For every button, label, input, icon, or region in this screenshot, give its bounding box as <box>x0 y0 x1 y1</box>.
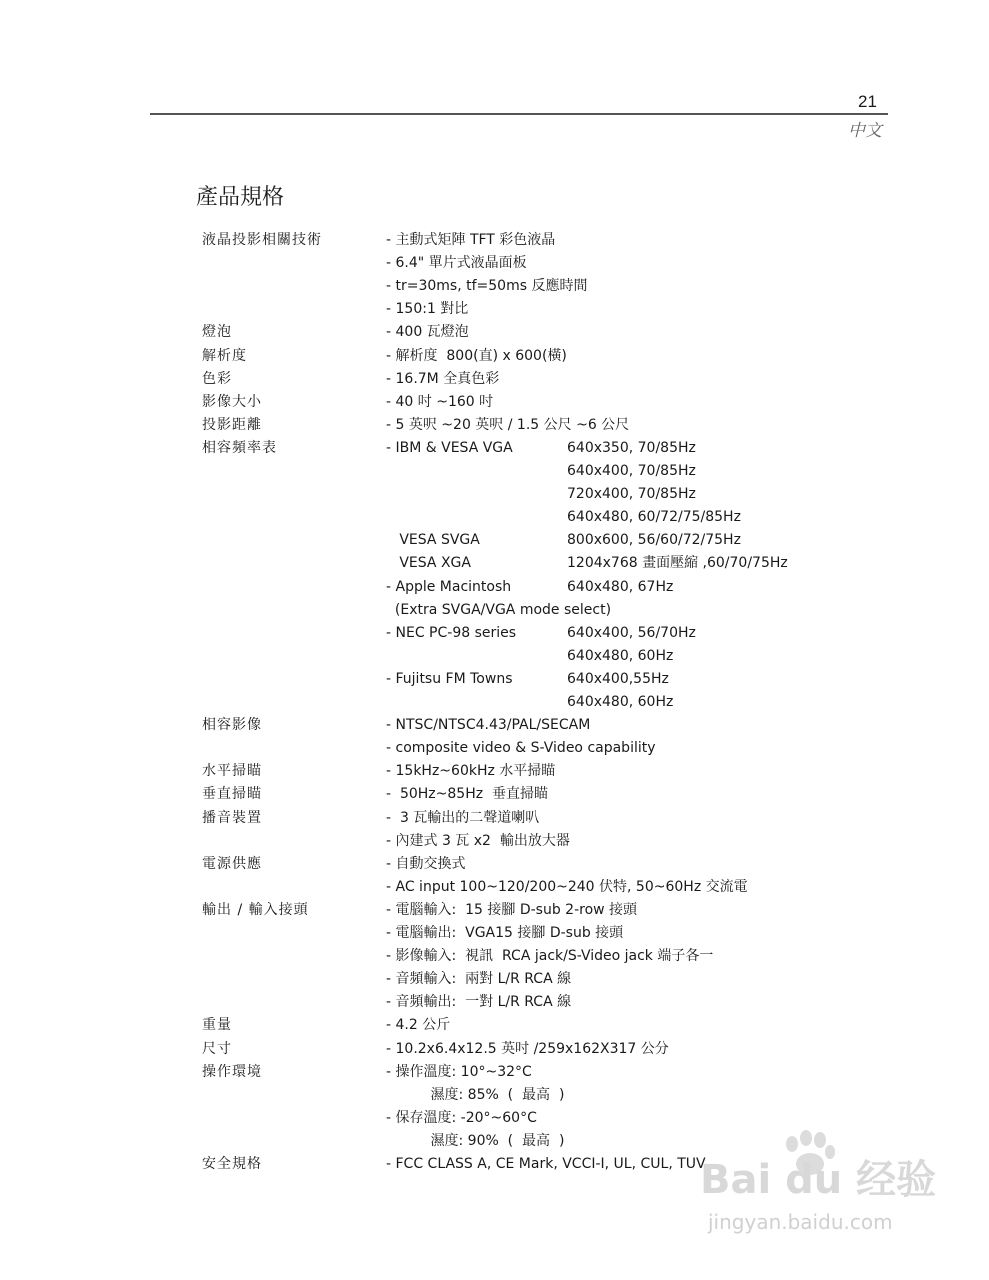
spec-label: 操作環境 <box>202 1063 262 1080</box>
spec-label: 垂直掃瞄 <box>202 786 262 803</box>
spec-mode: 640x350, 70/85Hz <box>567 439 696 456</box>
spec-row <box>0 1061 989 1083</box>
spec-row <box>0 622 989 644</box>
spec-mode: 640x480, 67Hz <box>567 578 674 595</box>
spec-row <box>0 275 989 297</box>
spec-value: - AC input 100~120/200~240 伏特, 50~60Hz 交流電 <box>386 878 748 895</box>
spec-row <box>0 552 989 574</box>
spec-value: - 6.4" 單片式液晶面板 <box>386 255 527 272</box>
spec-row <box>0 899 989 921</box>
spec-value: - FCC CLASS A, CE Mark, VCCI-I, UL, CUL, TUV <box>386 1156 706 1172</box>
spec-row <box>0 414 989 436</box>
spec-value: - NEC PC-98 series <box>386 624 517 641</box>
spec-row <box>0 945 989 967</box>
spec-mode: 800x600, 56/60/72/75Hz <box>567 532 741 549</box>
spec-row <box>0 853 989 875</box>
spec-row <box>0 483 989 505</box>
spec-value: - 音頻輸入: 兩對 L/R RCA 線 <box>386 971 572 988</box>
spec-value: - 電腦輸出: VGA15 接腳 D-sub 接頭 <box>386 925 624 941</box>
spec-value: VESA XGA <box>386 555 471 572</box>
spec-value: - NTSC/NTSC4.43/PAL/SECAM <box>386 717 591 734</box>
spec-value: - 4.2 公斤 <box>386 1017 451 1034</box>
watermark <box>700 1130 970 1240</box>
spec-value: - 15kHz~60kHz 水平掃瞄 <box>386 763 556 780</box>
spec-value: - composite video & S-Video capability <box>386 740 656 757</box>
spec-value: VESA SVGA <box>386 532 480 549</box>
spec-row <box>0 968 989 990</box>
spec-mode: 640x400, 70/85Hz <box>567 463 696 479</box>
spec-value: - 內建式 3 瓦 x2 輸出放大器 <box>386 832 570 849</box>
spec-value: - 影像輸入: 視訊 RCA jack/S-Video jack 端子各一 <box>386 948 714 965</box>
spec-label: 解析度 <box>202 347 247 364</box>
spec-value: (Extra SVGA/VGA mode select) <box>386 601 612 618</box>
header-rule <box>150 113 888 115</box>
spec-label: 水平掃瞄 <box>202 763 262 780</box>
spec-row <box>0 760 989 782</box>
page-number: 21 <box>858 92 877 111</box>
spec-value: - 操作溫度: 10°~32°C <box>386 1063 532 1080</box>
spec-row <box>0 922 989 944</box>
spec-row <box>0 506 989 528</box>
spec-label: 重量 <box>202 1017 232 1034</box>
spec-value: - 保存溫度: -20°~60°C <box>386 1109 537 1126</box>
spec-value: - 解析度 800(直) x 600(橫) <box>386 347 567 364</box>
spec-row <box>0 876 989 898</box>
spec-value: - tr=30ms, tf=50ms 反應時間 <box>386 278 588 295</box>
spec-value: - IBM & VESA VGA <box>386 439 513 456</box>
spec-row <box>0 807 989 829</box>
spec-value: 濕度: 90% ( 最高 ) <box>386 1132 565 1149</box>
spec-mode: 720x400, 70/85Hz <box>567 486 696 503</box>
spec-label: 燈泡 <box>202 324 232 341</box>
spec-value: - 16.7M 全真色彩 <box>386 370 500 387</box>
spec-row <box>0 783 989 805</box>
spec-row <box>0 737 989 759</box>
spec-mode: 640x400, 56/70Hz <box>567 624 696 641</box>
watermark-logo: Bai du 经验 <box>700 1157 937 1203</box>
spec-row <box>0 252 989 274</box>
spec-row <box>0 298 989 320</box>
spec-row <box>0 645 989 667</box>
spec-row <box>0 345 989 367</box>
spec-mode: 640x400,55Hz <box>567 670 669 687</box>
spec-row <box>0 1107 989 1129</box>
spec-value: - 3 瓦輸出的二聲道喇叭 <box>386 809 540 826</box>
spec-row <box>0 368 989 390</box>
watermark-url: jingyan.baidu.com <box>708 1210 893 1234</box>
spec-row <box>0 1038 989 1060</box>
spec-row <box>0 437 989 459</box>
spec-row <box>0 668 989 690</box>
spec-mode: 1204x768 畫面壓縮 ,60/70/75Hz <box>567 555 788 572</box>
spec-label: 相容影像 <box>202 717 262 734</box>
spec-label: 尺寸 <box>202 1040 232 1057</box>
page-title: 產品規格 <box>196 185 285 210</box>
spec-row <box>0 229 989 251</box>
spec-row <box>0 691 989 713</box>
spec-mode: 640x480, 60Hz <box>567 647 674 664</box>
spec-mode: 640x480, 60/72/75/85Hz <box>567 509 741 526</box>
spec-row <box>0 460 989 482</box>
spec-row <box>0 391 989 413</box>
spec-row <box>0 1084 989 1106</box>
spec-row <box>0 321 989 343</box>
spec-row <box>0 714 989 736</box>
language-label: 中文 <box>848 121 882 141</box>
spec-row <box>0 576 989 598</box>
spec-value: - Apple Macintosh <box>386 578 512 595</box>
spec-row <box>0 1014 989 1036</box>
spec-label: 輸出 / 輸入接頭 <box>202 901 309 918</box>
spec-value: - 主動式矩陣 TFT 彩色液晶 <box>386 232 556 248</box>
spec-row <box>0 830 989 852</box>
spec-label: 電源供應 <box>202 855 262 872</box>
spec-row <box>0 599 989 621</box>
spec-label: 液晶投影相關技術 <box>202 232 322 248</box>
spec-row <box>0 991 989 1013</box>
spec-label: 播音裝置 <box>202 809 262 826</box>
spec-value: - 10.2x6.4x12.5 英吋 /259x162X317 公分 <box>386 1040 669 1057</box>
spec-value: - 音頻輸出: 一對 L/R RCA 線 <box>386 994 572 1011</box>
spec-row <box>0 529 989 551</box>
spec-value: - 40 吋 ~160 吋 <box>386 393 494 410</box>
spec-value: - 150:1 對比 <box>386 301 469 318</box>
spec-mode: 640x480, 60Hz <box>567 694 674 710</box>
spec-label: 影像大小 <box>202 393 262 410</box>
spec-value: - 5 英呎 ~20 英呎 / 1.5 公尺 ~6 公尺 <box>386 416 630 433</box>
spec-label: 安全規格 <box>202 1156 262 1172</box>
spec-value: - 50Hz~85Hz 垂直掃瞄 <box>386 786 548 803</box>
spec-value: 濕度: 85% ( 最高 ) <box>386 1086 565 1103</box>
spec-value: - 400 瓦燈泡 <box>386 324 469 341</box>
spec-value: - 自動交換式 <box>386 855 466 872</box>
spec-label: 相容頻率表 <box>202 439 277 456</box>
spec-value: - Fujitsu FM Towns <box>386 670 513 687</box>
spec-label: 投影距離 <box>202 416 262 433</box>
spec-value: - 電腦輸入: 15 接腳 D-sub 2-row 接頭 <box>386 901 638 918</box>
spec-label: 色彩 <box>202 370 232 387</box>
